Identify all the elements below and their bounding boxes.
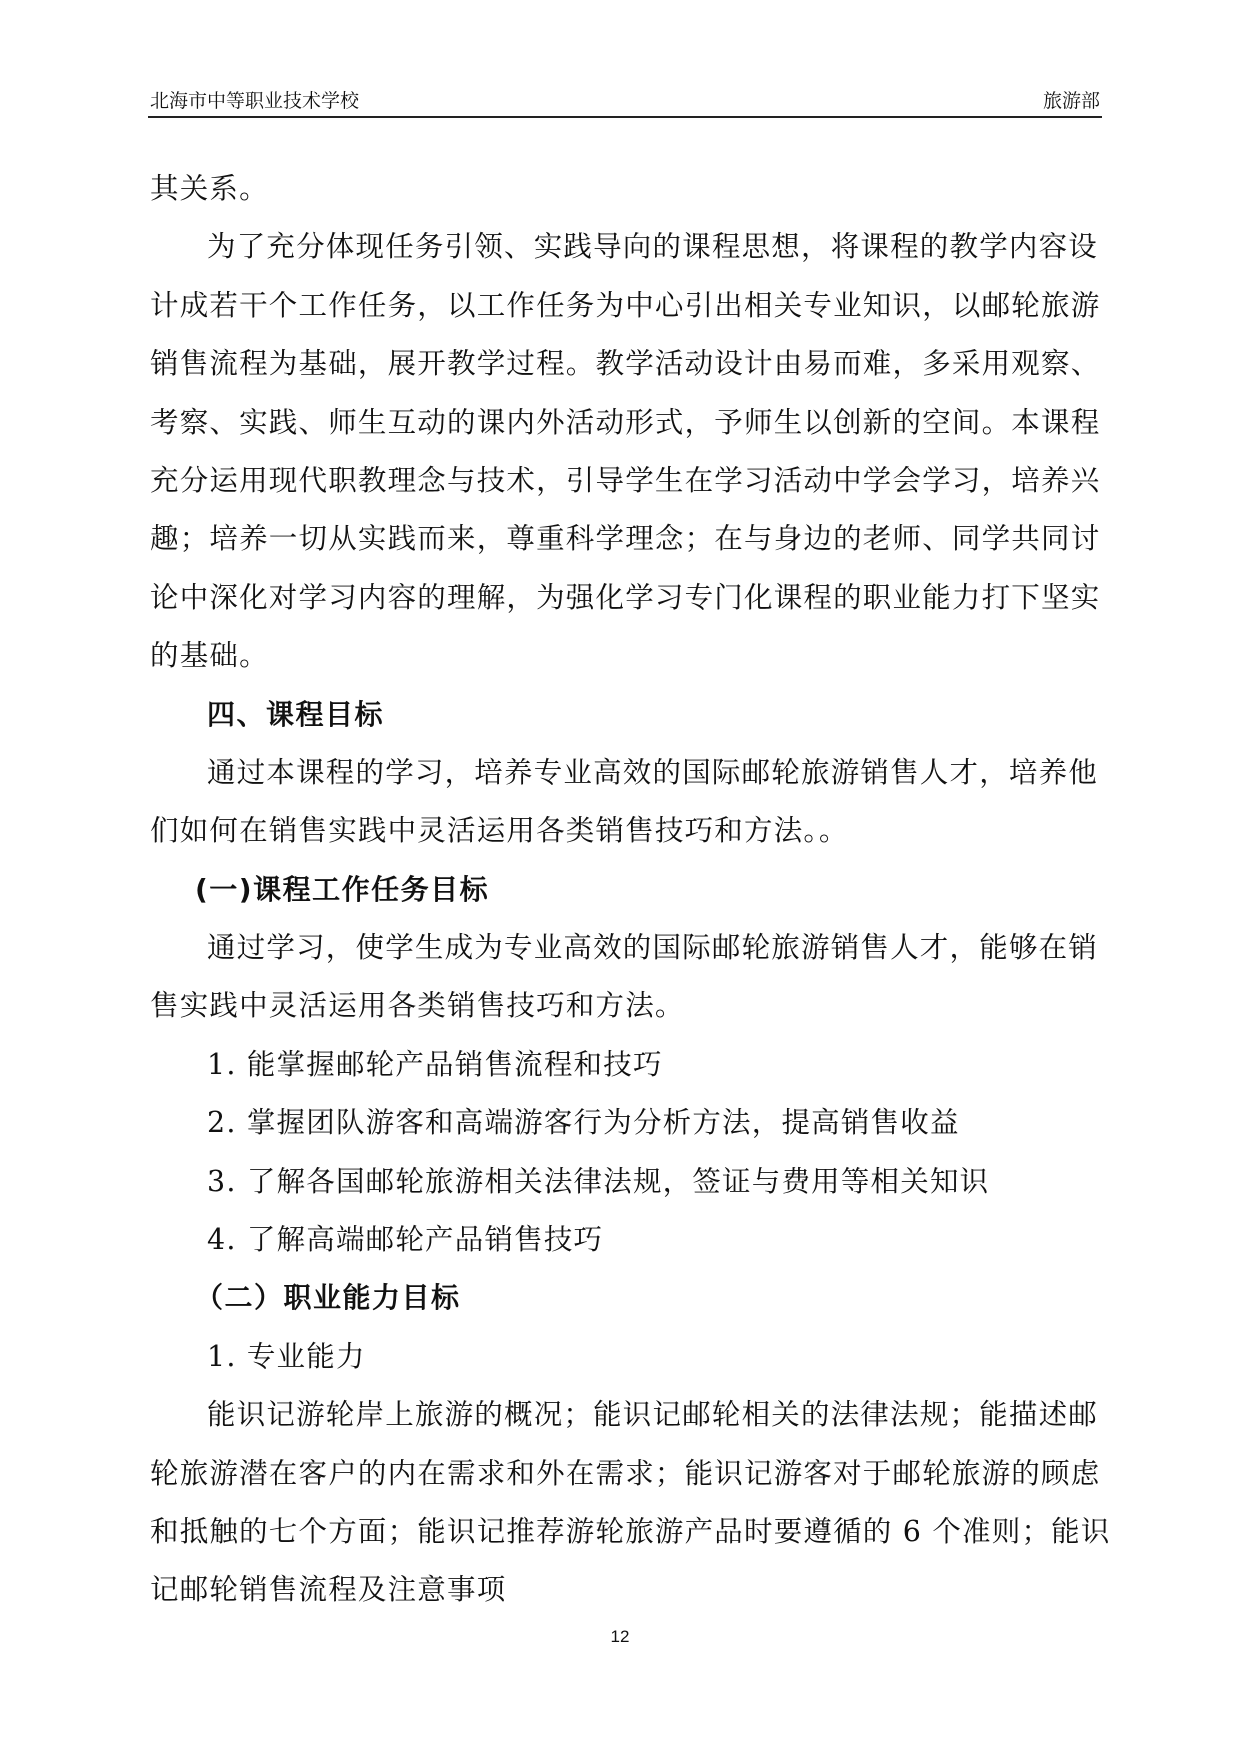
page-number: 12 xyxy=(610,1627,630,1646)
list-item: 2. 掌握团队游客和高端游客行为分析方法，提高销售收益 xyxy=(207,1106,960,1140)
list-item: 1. 能掌握邮轮产品销售流程和技巧 xyxy=(207,1047,663,1081)
paragraph-start: 通过本课程的学习，培养专业高效的国际邮轮旅游销售人才，培养他 xyxy=(207,755,1099,789)
body-line: 售实践中灵活运用各类销售技巧和方法。 xyxy=(150,989,685,1023)
header-department: 旅游部 xyxy=(1042,90,1100,112)
header-school-name: 北海市中等职业技术学校 xyxy=(150,90,360,112)
body-line: 计成若干个工作任务，以工作任务为中心引出相关专业知识，以邮轮旅游 xyxy=(150,288,1101,322)
list-item: 3. 了解各国邮轮旅游相关法律法规，签证与费用等相关知识 xyxy=(207,1164,990,1198)
body-line: 充分运用现代职教理念与技术，引导学生在学习活动中学会学习，培养兴 xyxy=(150,463,1101,497)
body-line: 论中深化对学习内容的理解，为强化学习专门化课程的职业能力打下坚实 xyxy=(150,580,1101,614)
body-line: 趣；培养一切从实践而来，尊重科学理念；在与身边的老师、同学共同讨 xyxy=(150,522,1101,556)
paragraph-start: 为了充分体现任务引领、实践导向的课程思想，将课程的教学内容设 xyxy=(207,230,1099,264)
list-item: 4. 了解高端邮轮产品销售技巧 xyxy=(207,1223,604,1257)
body-line: 和抵触的七个方面；能识记推荐游轮旅游产品时要遵循的 6 个准则；能识 xyxy=(150,1514,1111,1548)
list-item: 1. 专业能力 xyxy=(207,1339,366,1373)
subsection-heading-ability-objectives: （二）职业能力目标 xyxy=(195,1281,461,1315)
header-rule xyxy=(148,116,1102,118)
paragraph-start: 能识记游轮岸上旅游的概况；能识记邮轮相关的法律法规；能描述邮 xyxy=(207,1398,1099,1432)
body-line: 们如何在销售实践中灵活运用各类销售技巧和方法。。 xyxy=(150,814,849,848)
body-line: 轮旅游潜在客户的内在需求和外在需求；能识记游客对于邮轮旅游的顾虑 xyxy=(150,1456,1101,1490)
body-line: 的基础。 xyxy=(150,639,269,673)
page-header xyxy=(150,86,1100,116)
body-line: 其关系。 xyxy=(150,172,269,205)
document-body xyxy=(150,160,1111,1620)
body-line: 考察、实践、师生互动的课内外活动形式，予师生以创新的空间。本课程 xyxy=(150,405,1101,439)
paragraph-start: 通过学习，使学生成为专业高效的国际邮轮旅游销售人才，能够在销 xyxy=(207,931,1099,965)
subsection-heading-task-objectives: (一)课程工作任务目标 xyxy=(195,872,490,906)
section-heading-course-objectives: 四、课程目标 xyxy=(207,697,385,731)
body-line: 销售流程为基础，展开教学过程。教学活动设计由易而难，多采用观察、 xyxy=(150,347,1101,381)
body-line: 记邮轮销售流程及注意事项 xyxy=(150,1573,507,1607)
